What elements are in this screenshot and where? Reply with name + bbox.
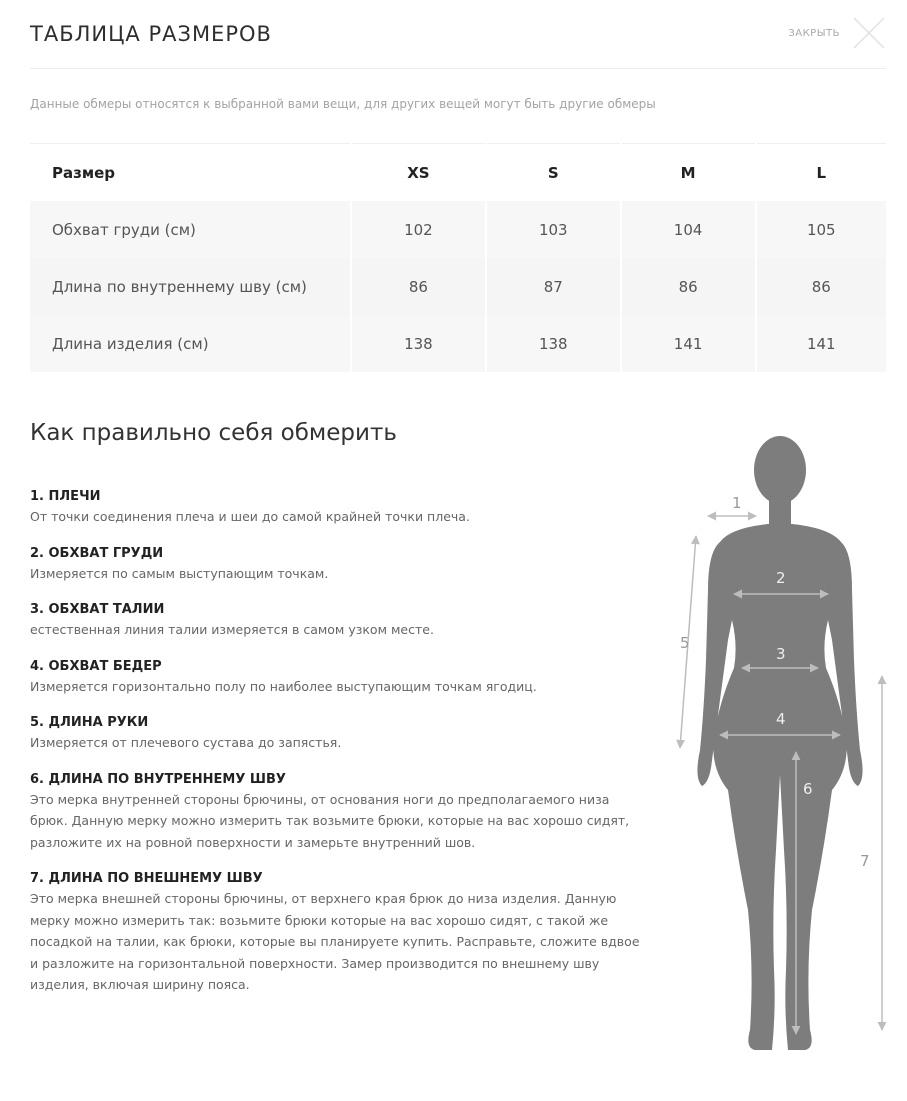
step-inseam bbox=[30, 771, 640, 854]
table-cell: 141 bbox=[621, 315, 756, 372]
silhouette-icon bbox=[697, 436, 862, 1050]
table-cell: 138 bbox=[351, 315, 486, 372]
measurement-steps bbox=[30, 488, 640, 1013]
column-header: L bbox=[756, 144, 886, 202]
table-cell: 86 bbox=[621, 258, 756, 315]
size-table-header bbox=[30, 144, 886, 202]
table-cell: 87 bbox=[486, 258, 621, 315]
step-title: 6. ДЛИНА ПО ВНУТРЕННЕМУ ШВУ bbox=[30, 771, 286, 787]
step-text: От точки соединения плеча и шеи до самой крайней точки плеча. bbox=[30, 509, 470, 524]
table-row bbox=[30, 258, 886, 315]
close-button[interactable] bbox=[788, 16, 886, 50]
table-row bbox=[30, 201, 886, 258]
table-cell: 102 bbox=[351, 201, 486, 258]
step-title: 3. ОБХВАТ ТАЛИИ bbox=[30, 602, 165, 617]
table-cell: 86 bbox=[351, 258, 486, 315]
figure-label-1: 1 bbox=[732, 494, 742, 512]
figure-label-4: 4 bbox=[776, 710, 786, 728]
step-text: Измеряется по самым выступающим точкам. bbox=[30, 565, 329, 581]
figure-label-6: 6 bbox=[803, 780, 813, 798]
step-text: естественная линия талии измеряется в самом узком месте. bbox=[30, 622, 434, 637]
table-cell: 104 bbox=[621, 201, 756, 258]
table-cell: 105 bbox=[756, 201, 886, 258]
column-header: S bbox=[486, 144, 621, 202]
body-measurement-figure bbox=[660, 430, 900, 1070]
close-label[interactable]: ЗАКРЫТЬ bbox=[788, 27, 840, 39]
close-icon[interactable] bbox=[852, 16, 886, 50]
column-header: XS bbox=[351, 144, 486, 202]
step-text: Измеряется от плечевого сустава до запястья. bbox=[30, 735, 342, 750]
figure-label-3: 3 bbox=[776, 645, 786, 663]
step-waist bbox=[30, 601, 640, 641]
step-arm-length bbox=[30, 714, 640, 754]
figure-label-5: 5 bbox=[680, 634, 690, 652]
table-cell: 86 bbox=[756, 258, 886, 315]
row-label: Длина по внутреннему шву (см) bbox=[30, 258, 351, 315]
page-title: ТАБЛИЦА РАЗМЕРОВ bbox=[30, 22, 272, 46]
table-row bbox=[30, 315, 886, 372]
size-table bbox=[30, 143, 886, 372]
column-header: Размер bbox=[30, 144, 351, 202]
figure-label-2: 2 bbox=[776, 569, 786, 587]
table-cell: 103 bbox=[486, 201, 621, 258]
figure-label-7: 7 bbox=[860, 852, 870, 870]
step-title: 7. ДЛИНА ПО ВНЕШНЕМУ ШВУ bbox=[30, 871, 263, 886]
step-text: Это мерка внутренней стороны брючины, от основания ноги до предполагаемого низа брюк. Данную мерку можно измерить так возьмите брюки, которые на вас хорошо сидят, разложите их на ровной поверхности и замерьте внутренний шов. bbox=[30, 791, 630, 850]
column-header: M bbox=[621, 144, 756, 202]
step-hips bbox=[30, 658, 640, 698]
step-title: 2. ОБХВАТ ГРУДИ bbox=[30, 545, 164, 561]
table-cell: 138 bbox=[486, 315, 621, 372]
table-cell: 141 bbox=[756, 315, 886, 372]
step-text: Измеряется горизонтально полу по наиболее выступающим точкам ягодиц. bbox=[30, 678, 537, 694]
measurements-note: Данные обмеры относятся к выбранной вами вещи, для других вещей могут быть другие обмеры bbox=[30, 97, 656, 111]
howto-title: Как правильно себя обмерить bbox=[30, 420, 397, 446]
row-label: Обхват груди (см) bbox=[30, 201, 351, 258]
step-title: 5. ДЛИНА РУКИ bbox=[30, 715, 149, 730]
step-title: 4. ОБХВАТ БЕДЕР bbox=[30, 658, 162, 674]
modal-header bbox=[30, 0, 886, 69]
row-label: Длина изделия (см) bbox=[30, 315, 351, 372]
step-shoulders bbox=[30, 488, 640, 528]
step-chest bbox=[30, 545, 640, 585]
step-title: 1. ПЛЕЧИ bbox=[30, 489, 101, 504]
step-outseam bbox=[30, 870, 640, 996]
step-text: Это мерка внешней стороны брючины, от верхнего края брюк до низа изделия. Данную мерку можно измерить так: возьмите брюки которые на вас хорошо сидят, с такой же посадкой на талии, как брюки, которые вы планируете купить. Расправьте, сложите вдвое и разложите на горизонтальной поверхности. Замер производится по внешнему шву изделия, включая ширину пояса. bbox=[30, 891, 640, 992]
